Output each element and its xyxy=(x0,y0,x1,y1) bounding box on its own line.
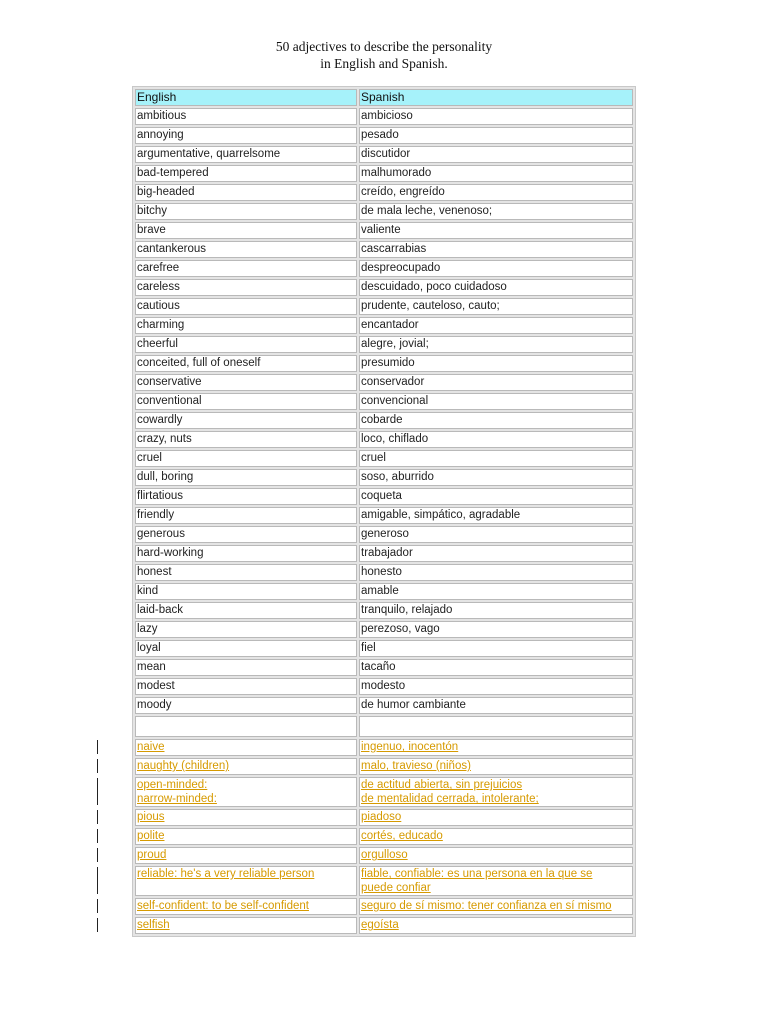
change-bar xyxy=(97,740,98,754)
spanish-cell: trabajador xyxy=(359,545,633,562)
link-row xyxy=(135,898,633,915)
english-cell: bad-tempered xyxy=(135,165,357,182)
english-link-cell[interactable] xyxy=(135,828,357,845)
spanish-link-cell[interactable] xyxy=(359,866,633,896)
spanish-cell: pesado xyxy=(359,127,633,144)
link-text[interactable]: polite xyxy=(137,830,165,842)
spanish-cell: cruel xyxy=(359,450,633,467)
english-cell: brave xyxy=(135,222,357,239)
spanish-cell: ambicioso xyxy=(359,108,633,125)
change-bar-markers xyxy=(97,0,99,1024)
table-row xyxy=(135,260,633,277)
spanish-cell: de humor cambiante xyxy=(359,697,633,714)
english-cell: cruel xyxy=(135,450,357,467)
spanish-cell: generoso xyxy=(359,526,633,543)
table-row xyxy=(135,602,633,619)
table-row xyxy=(135,184,633,201)
spanish-cell: tacaño xyxy=(359,659,633,676)
link-text[interactable]: ingenuo, inocentón xyxy=(361,741,459,753)
link-text[interactable]: narrow-minded: xyxy=(137,793,217,805)
spanish-cell: creído, engreído xyxy=(359,184,633,201)
table-row xyxy=(135,374,633,391)
table-row xyxy=(135,564,633,581)
spanish-cell: discutidor xyxy=(359,146,633,163)
change-bar xyxy=(97,848,98,862)
english-cell: big-headed xyxy=(135,184,357,201)
table-row xyxy=(135,545,633,562)
link-row xyxy=(135,828,633,845)
english-link-cell[interactable] xyxy=(135,777,357,807)
table-row xyxy=(135,469,633,486)
english-cell: conservative xyxy=(135,374,357,391)
table-row xyxy=(135,317,633,334)
change-bar xyxy=(97,778,98,805)
title-line-2: in English and Spanish. xyxy=(320,56,448,71)
link-text[interactable]: pious xyxy=(137,811,165,823)
table-row xyxy=(135,488,633,505)
link-row xyxy=(135,809,633,826)
table-row xyxy=(135,336,633,353)
table-row xyxy=(135,146,633,163)
table-header-row xyxy=(135,89,633,106)
link-text[interactable]: de actitud abierta, sin prejuicios xyxy=(361,779,523,791)
table-row xyxy=(135,108,633,125)
english-cell: argumentative, quarrelsome xyxy=(135,146,357,163)
link-row xyxy=(135,847,633,864)
table-row xyxy=(135,298,633,315)
header-english: English xyxy=(135,89,357,106)
english-cell: annoying xyxy=(135,127,357,144)
english-cell: lazy xyxy=(135,621,357,638)
english-cell: flirtatious xyxy=(135,488,357,505)
english-link-cell[interactable] xyxy=(135,866,357,896)
spanish-link-cell[interactable] xyxy=(359,847,633,864)
english-cell: dull, boring xyxy=(135,469,357,486)
spanish-cell: fiel xyxy=(359,640,633,657)
link-text[interactable]: self-confident: to be self-confident xyxy=(137,900,309,912)
english-cell: friendly xyxy=(135,507,357,524)
link-text[interactable]: cortés, educado xyxy=(361,830,443,842)
table-row xyxy=(135,165,633,182)
vocabulary-table xyxy=(132,86,636,937)
english-cell: hard-working xyxy=(135,545,357,562)
change-bar xyxy=(97,759,98,773)
change-bar xyxy=(97,918,98,932)
english-link-cell[interactable] xyxy=(135,758,357,775)
english-cell: bitchy xyxy=(135,203,357,220)
english-cell: laid-back xyxy=(135,602,357,619)
english-link-cell[interactable] xyxy=(135,809,357,826)
spanish-cell: amigable, simpático, agradable xyxy=(359,507,633,524)
english-link-cell[interactable] xyxy=(135,739,357,756)
header-spanish: Spanish xyxy=(359,89,633,106)
table-row xyxy=(135,431,633,448)
english-cell xyxy=(135,716,357,737)
spanish-link-cell[interactable] xyxy=(359,777,633,807)
table-row xyxy=(135,678,633,695)
link-row xyxy=(135,777,633,807)
spanish-link-cell[interactable] xyxy=(359,828,633,845)
spanish-cell: valiente xyxy=(359,222,633,239)
spanish-cell: malhumorado xyxy=(359,165,633,182)
english-cell: cantankerous xyxy=(135,241,357,258)
link-text[interactable]: naive xyxy=(137,741,165,753)
table-row xyxy=(135,697,633,714)
table-row xyxy=(135,279,633,296)
spanish-cell: soso, aburrido xyxy=(359,469,633,486)
spanish-cell: perezoso, vago xyxy=(359,621,633,638)
table-row xyxy=(135,507,633,524)
english-cell: ambitious xyxy=(135,108,357,125)
link-text[interactable]: orgulloso xyxy=(361,849,408,861)
english-link-cell[interactable] xyxy=(135,898,357,915)
link-text[interactable]: piadoso xyxy=(361,811,402,823)
spanish-cell: despreocupado xyxy=(359,260,633,277)
title-line-1: 50 adjectives to describe the personality xyxy=(275,39,493,54)
spanish-link-cell[interactable] xyxy=(359,898,633,915)
english-cell: cautious xyxy=(135,298,357,315)
spanish-cell: amable xyxy=(359,583,633,600)
table-row xyxy=(135,659,633,676)
spanish-cell xyxy=(359,716,633,737)
english-cell: conceited, full of oneself xyxy=(135,355,357,372)
spanish-cell: encantador xyxy=(359,317,633,334)
link-text[interactable]: open-minded: xyxy=(137,779,208,791)
english-cell: carefree xyxy=(135,260,357,277)
table-row xyxy=(135,526,633,543)
table-row xyxy=(135,222,633,239)
empty-row xyxy=(135,716,633,737)
change-bar xyxy=(97,899,98,913)
link-text[interactable]: naughty (children) xyxy=(137,760,230,772)
table-row xyxy=(135,412,633,429)
spanish-cell: cascarrabias xyxy=(359,241,633,258)
link-text[interactable]: puede confiar xyxy=(361,882,431,894)
spanish-link-cell[interactable] xyxy=(359,758,633,775)
table-row xyxy=(135,393,633,410)
spanish-cell: alegre, jovial; xyxy=(359,336,633,353)
table-row xyxy=(135,640,633,657)
english-cell: crazy, nuts xyxy=(135,431,357,448)
change-bar xyxy=(97,810,98,824)
spanish-link-cell[interactable] xyxy=(359,809,633,826)
link-row xyxy=(135,866,633,896)
link-text[interactable]: selfish xyxy=(137,919,170,931)
spanish-cell: conservador xyxy=(359,374,633,391)
spanish-cell: tranquilo, relajado xyxy=(359,602,633,619)
link-text[interactable]: seguro de sí mismo: tener confianza en sí mismo xyxy=(361,900,612,912)
table-row xyxy=(135,583,633,600)
table-row xyxy=(135,241,633,258)
english-link-cell[interactable] xyxy=(135,847,357,864)
spanish-cell: coqueta xyxy=(359,488,633,505)
spanish-link-cell[interactable] xyxy=(359,917,633,934)
link-text[interactable]: malo, travieso (niños) xyxy=(361,760,471,772)
table-row xyxy=(135,450,633,467)
english-cell: moody xyxy=(135,697,357,714)
document-title xyxy=(0,38,768,72)
link-text[interactable]: fiable, confiable: es una persona en la que se xyxy=(361,868,593,880)
link-text[interactable]: proud xyxy=(137,849,167,861)
link-text[interactable]: de mentalidad cerrada, intolerante; xyxy=(361,793,539,805)
english-cell: loyal xyxy=(135,640,357,657)
spanish-cell: prudente, cauteloso, cauto; xyxy=(359,298,633,315)
english-cell: mean xyxy=(135,659,357,676)
table-row xyxy=(135,621,633,638)
link-row xyxy=(135,917,633,934)
spanish-cell: modesto xyxy=(359,678,633,695)
spanish-cell: loco, chiflado xyxy=(359,431,633,448)
spanish-cell: honesto xyxy=(359,564,633,581)
table-row xyxy=(135,127,633,144)
link-row xyxy=(135,739,633,756)
english-cell: charming xyxy=(135,317,357,334)
english-cell: careless xyxy=(135,279,357,296)
table-row xyxy=(135,355,633,372)
english-link-cell[interactable] xyxy=(135,917,357,934)
english-cell: generous xyxy=(135,526,357,543)
spanish-cell: presumido xyxy=(359,355,633,372)
english-cell: cowardly xyxy=(135,412,357,429)
spanish-cell: convencional xyxy=(359,393,633,410)
english-cell: modest xyxy=(135,678,357,695)
spanish-cell: de mala leche, venenoso; xyxy=(359,203,633,220)
english-cell: honest xyxy=(135,564,357,581)
link-text[interactable]: egoísta xyxy=(361,919,399,931)
table-row xyxy=(135,203,633,220)
english-cell: kind xyxy=(135,583,357,600)
change-bar xyxy=(97,867,98,894)
spanish-link-cell[interactable] xyxy=(359,739,633,756)
change-bar xyxy=(97,829,98,843)
link-row xyxy=(135,758,633,775)
english-cell: cheerful xyxy=(135,336,357,353)
english-cell: conventional xyxy=(135,393,357,410)
link-text[interactable]: reliable: he's a very reliable person xyxy=(137,868,315,880)
spanish-cell: descuidado, poco cuidadoso xyxy=(359,279,633,296)
spanish-cell: cobarde xyxy=(359,412,633,429)
